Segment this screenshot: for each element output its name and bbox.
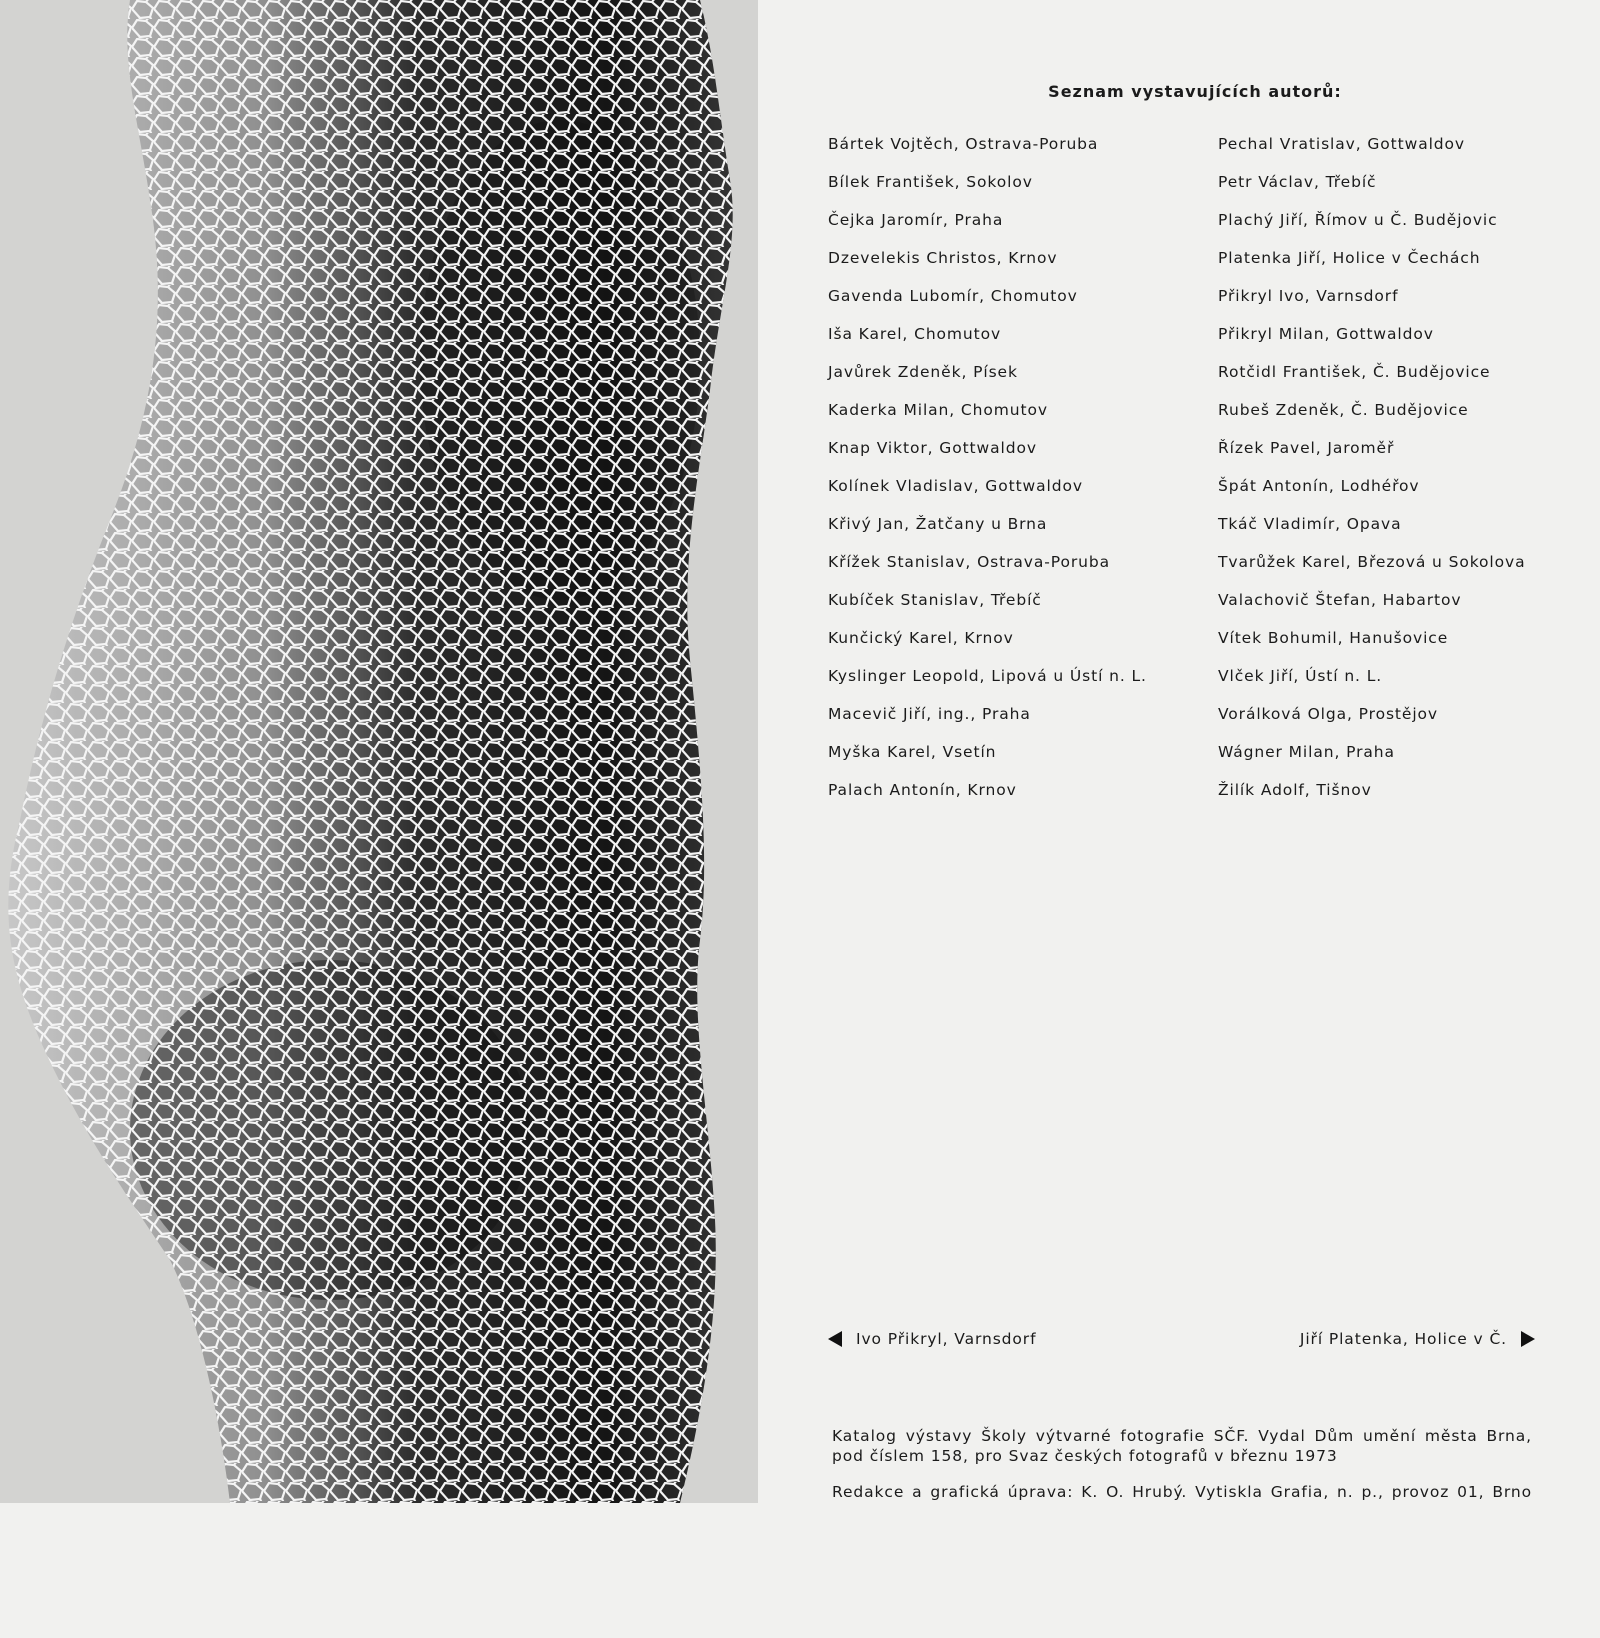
author-entry: Křížek Stanislav, Ostrava-Poruba: [828, 553, 1110, 571]
author-entry: Javůrek Zdeněk, Písek: [828, 363, 1018, 381]
author-entry: Přikryl Milan, Gottwaldov: [1218, 325, 1434, 343]
author-entry: Gavenda Lubomír, Chomutov: [828, 287, 1078, 305]
author-entry: Vorálková Olga, Prostějov: [1218, 705, 1439, 723]
authors-list-right: [1218, 128, 1526, 812]
author-entry: Rubeš Zdeněk, Č. Budějovice: [1218, 401, 1469, 419]
author-entry: Knap Viktor, Gottwaldov: [828, 439, 1037, 457]
caption-text: Ivo Přikryl, Varnsdorf: [856, 1330, 1037, 1348]
author-entry: Vlček Jiří, Ústí n. L.: [1218, 667, 1383, 685]
author-entry: Bílek František, Sokolov: [828, 173, 1033, 191]
author-entry: Macevič Jiří, ing., Praha: [828, 705, 1031, 723]
author-entry: Palach Antonín, Krnov: [828, 781, 1017, 799]
author-entry: Tkáč Vladimír, Opava: [1218, 515, 1402, 533]
colophon-line: pod číslem 158, pro Svaz českých fotografů v březnu 1973: [832, 1447, 1338, 1465]
author-entry: Valachovič Štefan, Habartov: [1218, 591, 1462, 609]
author-entry: Řízek Pavel, Jaroměř: [1218, 439, 1395, 457]
author-entry: Pechal Vratislav, Gottwaldov: [1218, 135, 1465, 153]
author-entry: Špát Antonín, Lodhéřov: [1218, 477, 1420, 495]
author-entry: Plachý Jiří, Římov u Č. Budějovic: [1218, 211, 1498, 229]
author-entry: Čejka Jaromír, Praha: [828, 211, 1004, 229]
author-entry: Kolínek Vladislav, Gottwaldov: [828, 477, 1083, 495]
photo-caption-right: [1300, 1330, 1535, 1348]
authors-list-left: [828, 128, 1147, 812]
colophon-line: Redakce a grafická úprava: K. O. Hrubý. Vytiskla Grafia, n. p., provoz 01, Brno: [832, 1483, 1532, 1501]
nude-torso-photograph: [0, 0, 758, 1503]
author-entry: Iša Karel, Chomutov: [828, 325, 1002, 343]
author-entry: Tvarůžek Karel, Březová u Sokolova: [1218, 553, 1526, 571]
author-entry: Žilík Adolf, Tišnov: [1218, 781, 1372, 799]
author-entry: Křivý Jan, Žatčany u Brna: [828, 515, 1048, 533]
exhibitors-heading: Seznam vystavujících autorů:: [1048, 82, 1342, 101]
author-entry: Petr Václav, Třebíč: [1218, 173, 1377, 191]
caption-text: Jiří Platenka, Holice v Č.: [1299, 1330, 1507, 1348]
author-entry: Kunčický Karel, Krnov: [828, 629, 1014, 647]
author-entry: Platenka Jiří, Holice v Čechách: [1218, 249, 1481, 267]
author-entry: Wágner Milan, Praha: [1218, 743, 1395, 761]
author-entry: Kaderka Milan, Chomutov: [828, 401, 1048, 419]
author-entry: Rotčidl František, Č. Budějovice: [1218, 363, 1491, 381]
author-entry: Kyslinger Leopold, Lipová u Ústí n. L.: [828, 667, 1147, 685]
author-entry: Bártek Vojtěch, Ostrava-Poruba: [828, 135, 1099, 153]
triangle-left-icon: [828, 1331, 842, 1347]
author-entry: Myška Karel, Vsetín: [828, 743, 997, 761]
author-entry: Dzevelekis Christos, Krnov: [828, 249, 1058, 267]
colophon-line: Katalog výstavy Školy výtvarné fotografie SČF. Vydal Dům umění města Brna,: [832, 1427, 1532, 1445]
author-entry: Přikryl Ivo, Varnsdorf: [1218, 287, 1399, 305]
photo-caption-left: [828, 1330, 1036, 1348]
author-entry: Vítek Bohumil, Hanušovice: [1218, 629, 1449, 647]
triangle-right-icon: [1521, 1331, 1535, 1347]
author-entry: Kubíček Stanislav, Třebíč: [828, 591, 1042, 609]
